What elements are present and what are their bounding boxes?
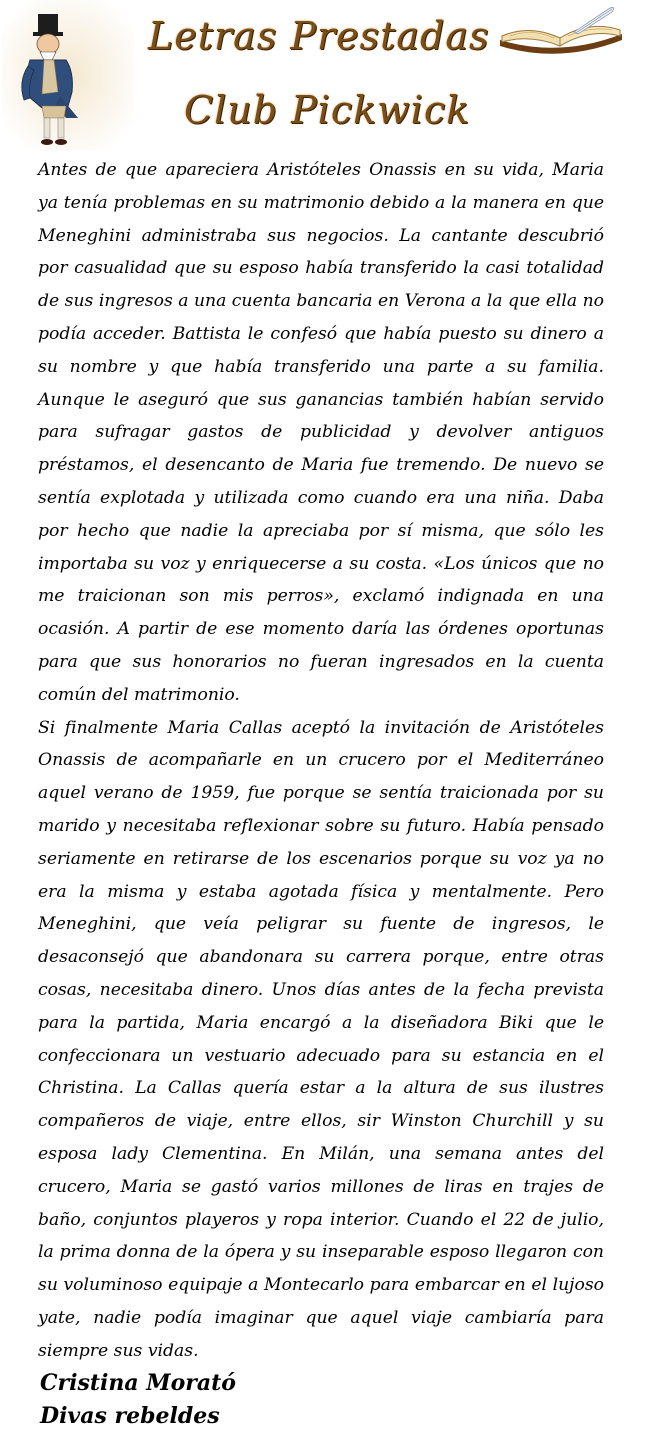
pickwick-illustration [2,0,134,150]
site-title-line-2: Club Pickwick [184,88,471,132]
author-name: Cristina Morató [40,1370,236,1396]
open-book-icon [494,6,628,64]
article-paragraph-1: Antes de que apareciera Aristóteles Onassis en su vida, Maria ya tenía problemas en su matrimonio debido a la manera en que Meneghini administraba sus negocios. La cantante descubrió por casualidad que su esposo había transferido la casi totalidad de sus ingresos a una cuenta bancaria en Verona a la que ella no podía acceder. Battista le confesó que había puesto su dinero a su nombre y que había transferido una parte a su familia. Aunque le aseguró que sus ganancias también habían servido para sufragar gastos de publicidad y devolver antiguos préstamos, el desencanto de Maria fue tremendo. De nuevo se sentía explotada y utilizada como cuando era una niña. Daba por hecho que nadie la apreciaba por sí misma, que sólo les importaba su voz y enriquecerse a su costa. «Los únicos que no me traicionan son mis perros», exclamó indignada en una ocasión. A partir de ese momento daría las órdenes oportunas para que sus honorarios no fueran ingresados en la cuenta común del matrimonio. [38,160,604,705]
book-title: Divas rebeldes [40,1403,220,1429]
signature-block [40,1367,600,1433]
article-body [38,154,604,1367]
site-title-line-1: Letras Prestadas [148,14,490,58]
page-header [0,0,650,150]
article-paragraph-2: Si finalmente Maria Callas aceptó la invitación de Aristóteles Onassis de acompañarle en un crucero por el Mediterráneo aquel verano de 1959, fue porque se sentía traicionada por su marido y necesitaba reflexionar sobre su futuro. Había pensado seriamente en retirarse de los escenarios porque su voz ya no era la misma y estaba agotada física y mentalmente. Pero Meneghini, que veía peligrar su fuente de ingresos, le desaconsejó que abandonara su carrera porque, entre otras cosas, necesitaba dinero. Unos días antes de la fecha prevista para la partida, Maria encargó a la diseñadora Biki que le confeccionara un vestuario adecuado para su estancia en el Christina. La Callas quería estar a la altura de sus ilustres compañeros de viaje, entre ellos, sir Winston Churchill y su esposa lady Clementina. En Milán, una semana antes del crucero, Maria se gastó varios millones de liras en trajes de baño, conjuntos playeros y ropa interior. Cuando el 22 de julio, la prima donna de la ópera y su inseparable esposo llegaron con su voluminoso equipaje a Montecarlo para embarcar en el lujoso yate, nadie podía imaginar que aquel viaje cambiaría para siempre sus vidas. [38,717,604,1361]
